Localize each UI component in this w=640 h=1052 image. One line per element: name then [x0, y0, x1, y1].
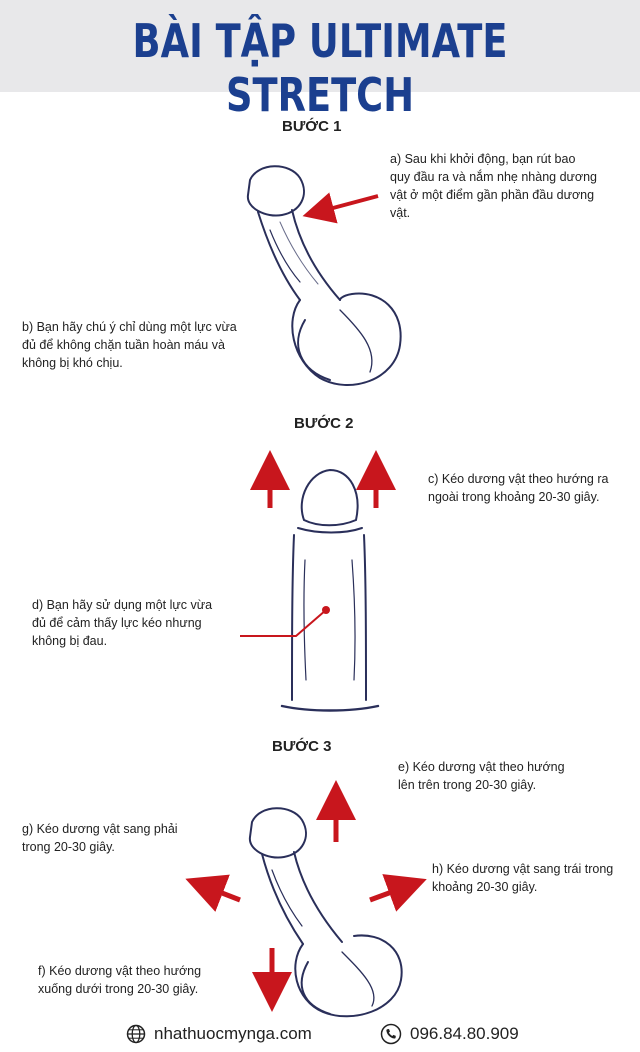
caption-b-line-1: b) Bạn hãy chú ý chỉ dùng một lực vừa: [22, 320, 237, 334]
caption-h-line-2: khoảng 20-30 giây.: [432, 880, 538, 894]
caption-f-line-2: xuống dưới trong 20-30 giây.: [38, 982, 199, 996]
caption-d-line-2: đủ để cảm thấy lực kéo nhưng: [32, 616, 202, 630]
caption-h: [432, 860, 613, 896]
caption-d: [32, 596, 212, 650]
caption-d-line-1: d) Bạn hãy sử dụng một lực vừa: [32, 598, 213, 612]
step1-arrow: [318, 196, 378, 212]
step2-illustration: [282, 470, 378, 711]
caption-f-line-1: f) Kéo dương vật theo hướng: [38, 964, 202, 978]
caption-a: [390, 150, 597, 222]
caption-e-line-1: e) Kéo dương vật theo hướng: [398, 760, 565, 774]
step3-arrow-right: [370, 886, 408, 900]
phone-icon: [380, 1023, 402, 1045]
caption-g: [22, 820, 178, 856]
caption-a-line-2: quy đầu ra và nắm nhẹ nhàng dương: [390, 170, 597, 184]
step2-title: BƯỚC 2: [294, 415, 354, 432]
step1-title: BƯỚC 1: [282, 118, 342, 135]
caption-e: [398, 758, 565, 794]
caption-g-line-1: g) Kéo dương vật sang phải: [22, 822, 178, 836]
caption-c-line-1: c) Kéo dương vật theo hướng ra: [428, 472, 609, 486]
caption-b-line-3: không bị khó chịu.: [22, 356, 123, 370]
step3-arrow-left: [204, 886, 240, 900]
caption-a-line-4: vật.: [390, 206, 411, 220]
caption-d-line-3: không bị đau.: [32, 634, 108, 648]
caption-b-line-2: đủ để không chặn tuần hoàn máu và: [22, 338, 225, 352]
caption-e-line-2: lên trên trong 20-30 giây.: [398, 778, 537, 792]
page-title: BÀI TẬP ULTIMATE STRETCH: [132, 14, 508, 122]
caption-c: [428, 470, 608, 506]
caption-h-line-1: h) Kéo dương vật sang trái trong: [432, 862, 614, 876]
caption-f: [38, 962, 201, 998]
footer-phone[interactable]: [380, 1020, 519, 1048]
caption-a-line-1: a) Sau khi khởi động, bạn rút bao: [390, 152, 576, 166]
caption-a-line-3: vật ở một điểm gần phần đầu dương: [390, 188, 595, 202]
caption-g-line-2: trong 20-30 giây.: [22, 840, 115, 854]
step1-illustration: [248, 166, 401, 385]
step2-pointer-line: [240, 610, 326, 636]
caption-c-line-2: ngoài trong khoảng 20-30 giây.: [428, 490, 600, 504]
step3-title: BƯỚC 3: [272, 738, 332, 755]
website-text[interactable]: nhathuocmynga.com: [154, 1024, 312, 1043]
phone-text[interactable]: 096.84.80.909: [410, 1024, 519, 1043]
footer-website[interactable]: [126, 1020, 312, 1048]
globe-icon: [126, 1024, 146, 1044]
caption-b: [22, 318, 237, 372]
